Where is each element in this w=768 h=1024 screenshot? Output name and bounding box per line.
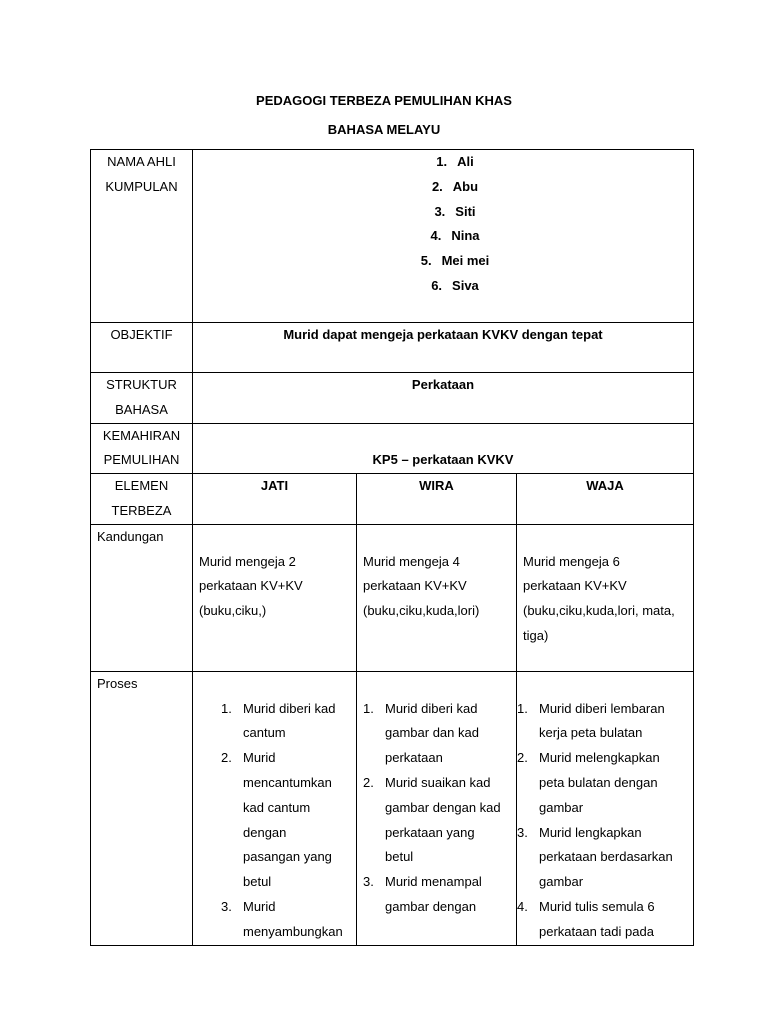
member-item: 3. Siti (434, 203, 476, 219)
member-item: 4. Nina (430, 228, 480, 244)
kandungan-waja: Murid mengeja 6 perkataan KV+KV (buku,ciku,kuda,lori, mata, tiga) (517, 524, 694, 671)
proses-label: Proses (91, 671, 193, 945)
kandungan-wira: Murid mengeja 4 perkataan KV+KV (buku,ciku,kuda,lori) (357, 524, 517, 671)
struktur-label: STRUKTUR BAHASA (91, 373, 193, 424)
list-item: 3. Murid menyambungkan (221, 898, 343, 939)
objektif-label: OBJEKTIF (91, 323, 193, 373)
proses-waja-list (517, 697, 693, 945)
proses-jati-list (193, 697, 356, 945)
list-item: 1. Murid diberi kad cantum (221, 700, 336, 741)
list-item: 1. Murid diberi lembaran kerja peta bulatan (517, 700, 665, 741)
kemahiran-value: KP5 – perkataan KVKV (193, 423, 694, 474)
row-kemahiran (91, 423, 694, 474)
proses-waja (517, 671, 694, 945)
members-list (193, 150, 693, 299)
list-item: 2. Murid mencantumkan kad cantum dengan pasangan yang betul (221, 750, 332, 890)
row-proses (91, 671, 694, 945)
nama-ahli-label: NAMA AHLI KUMPULAN (91, 150, 193, 323)
list-item: 2. Murid melengkapkan peta bulatan dengan gambar (517, 750, 660, 815)
proses-jati (193, 671, 357, 945)
row-struktur (91, 373, 694, 424)
lesson-table (90, 149, 694, 946)
level-jati: JATI (193, 474, 357, 525)
document-subtitle: BAHASA MELAYU (327, 122, 441, 137)
list-item: 3. Murid menampal gambar dengan (363, 874, 482, 914)
list-item: 2. Murid suaikan kad gambar dengan kad perkataan yang betul (363, 774, 501, 865)
level-waja: WAJA (517, 474, 694, 525)
proses-wira-list (357, 697, 516, 920)
objektif-value: Murid dapat mengeja perkataan KVKV dengan tepat (193, 323, 694, 373)
kandungan-jati: Murid mengeja 2 perkataan KV+KV (buku,ciku,) (193, 524, 357, 671)
list-item: 3. Murid lengkapkan perkataan berdasarkan gambar (517, 824, 673, 890)
member-item: 2. Abu (431, 178, 479, 194)
list-item: 1. Murid diberi kad gambar dan kad perkataan (363, 700, 479, 766)
row-nama-ahli (91, 150, 694, 323)
level-wira: WIRA (357, 474, 517, 525)
members-cell (193, 150, 694, 323)
member-item: 5. Mei mei (420, 253, 490, 269)
row-kandungan (91, 524, 694, 671)
kandungan-label: Kandungan (91, 524, 193, 671)
member-item: 1. Ali (436, 154, 474, 169)
member-item: 6. Siva (431, 277, 479, 293)
kemahiran-label: KEMAHIRAN PEMULIHAN (91, 423, 193, 474)
proses-wira (357, 671, 517, 945)
list-item: 4. Murid tulis semula 6 perkataan tadi pada (517, 898, 655, 939)
struktur-value: Perkataan (193, 373, 694, 424)
elemen-label: ELEMEN TERBEZA (91, 474, 193, 525)
row-elemen (91, 474, 694, 525)
row-objektif (91, 323, 694, 373)
document-title: PEDAGOGI TERBEZA PEMULIHAN KHAS (256, 93, 512, 108)
